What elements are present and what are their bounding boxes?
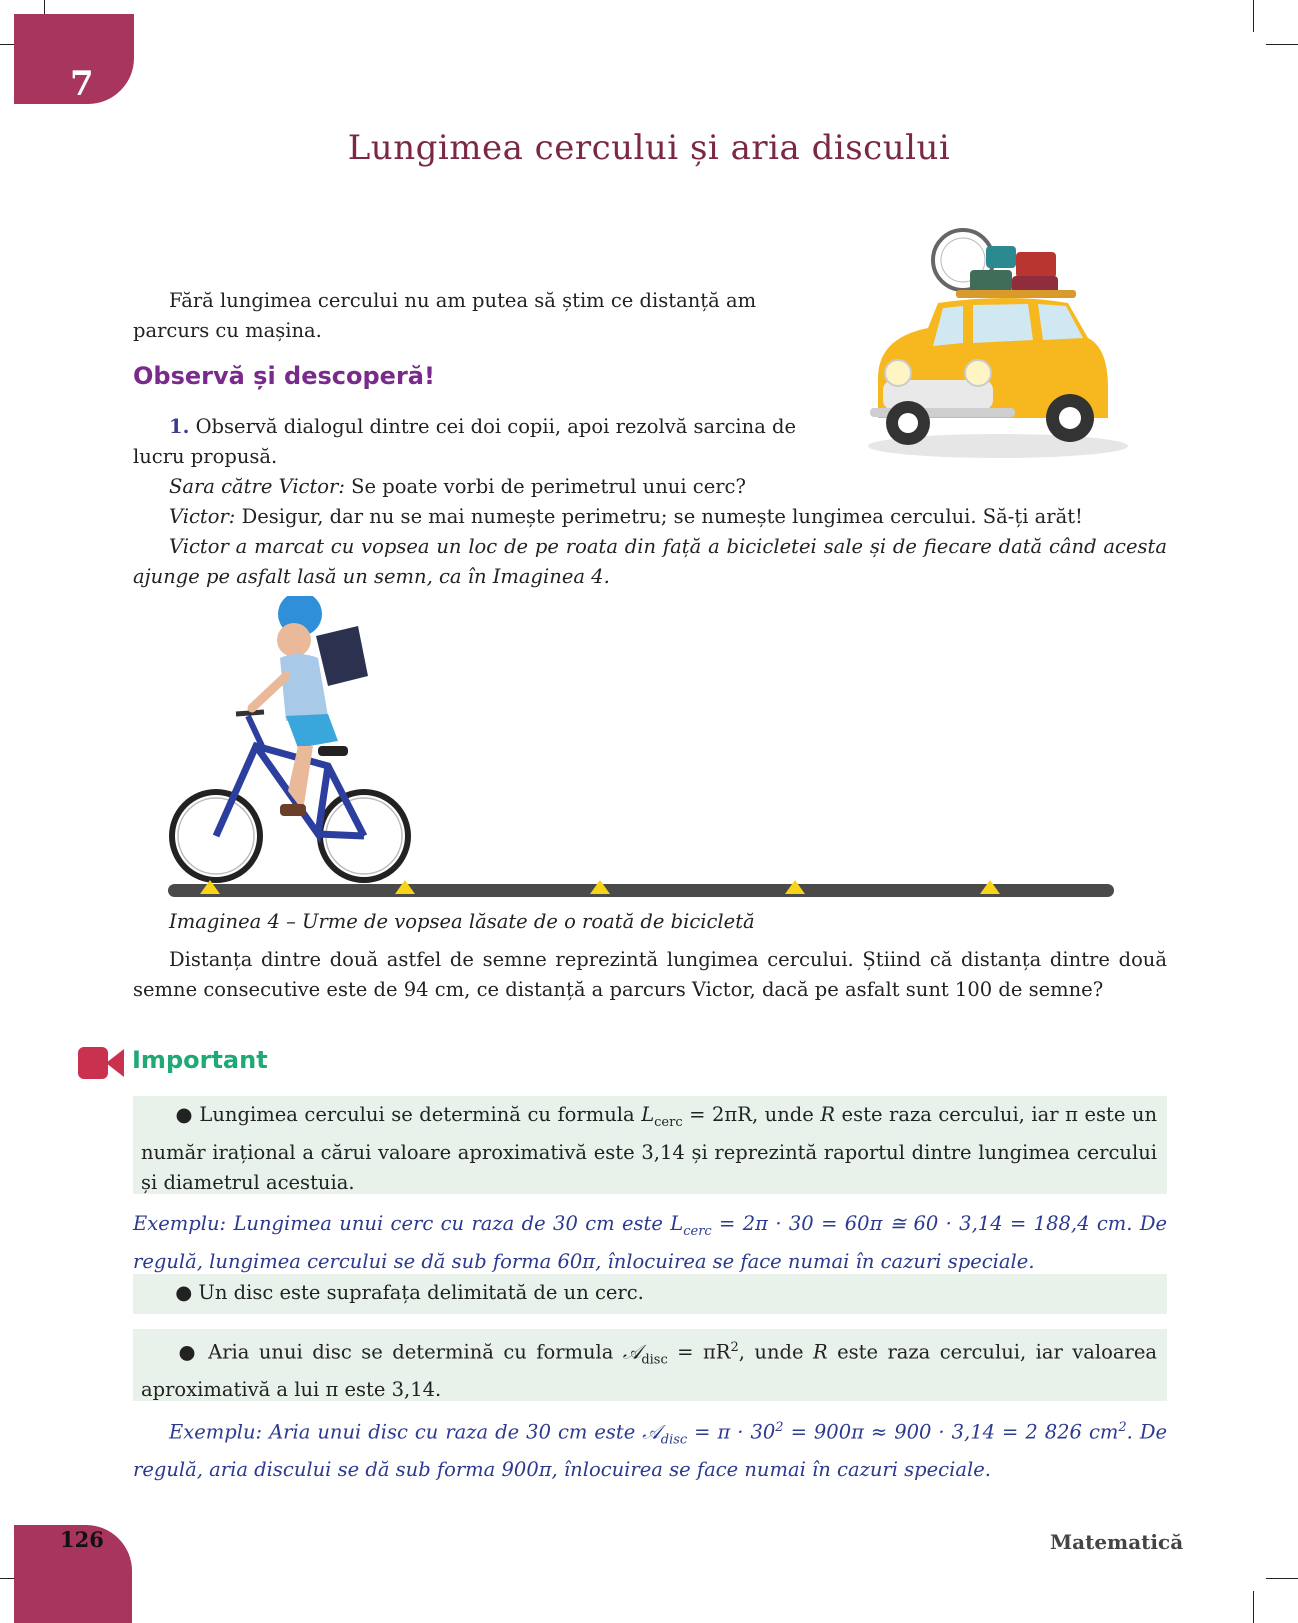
car-illustration — [838, 228, 1138, 468]
speaker-sara: Sara către Victor: — [169, 475, 345, 498]
crop-mark — [1266, 44, 1298, 45]
camera-icon — [78, 1047, 124, 1079]
crop-mark — [1266, 1578, 1298, 1579]
dialog-text-victor: Desigur, dar nu se mai numește perimetru; se numește lungimea cercului. Să-ți arăt! — [241, 505, 1083, 528]
narration-text: Victor a marcat cu vopsea un loc de pe roata din față a bicicletei sale și de fiecare dată când acesta ajunge pe asfalt lasă un semn, ca în Imaginea 4. — [133, 535, 1167, 588]
paint-mark-1 — [200, 880, 220, 894]
disc-definition: Un disc este suprafața delimitată de un cerc. — [198, 1281, 644, 1304]
formula-eq: = 2πR — [682, 1103, 752, 1126]
exercise-statement — [133, 412, 809, 472]
example-length-lead: Exemplu: Lungimea unui cerc cu raza de 30 cm este — [133, 1212, 671, 1235]
formula-R: R — [812, 1340, 828, 1364]
paint-mark-3 — [590, 880, 610, 894]
bullet-dot: ● — [178, 1340, 199, 1364]
cyclist-illustration — [168, 596, 418, 886]
area-formula-lead: Aria unui disc se determină cu formula — [208, 1340, 623, 1364]
example-area-lead: Exemplu: Aria unui disc cu raza de 30 cm este — [169, 1420, 643, 1444]
area-formula-mid: , unde — [738, 1340, 813, 1364]
page-title: Lungimea cercului și aria discului — [347, 128, 951, 168]
example-length-rest: = 2π · 30 = 60π ≅ 60 · 3,14 = 188,4 cm. De regulă, lungimea cercului se dă sub forma 60π, înlocuirea se face numai în cazuri speciale. — [133, 1212, 1167, 1273]
area-formula-rest: este raza cercului, iar valoarea aproximativă a lui π este 3,14. — [141, 1340, 1158, 1402]
paint-mark-5 — [980, 880, 1000, 894]
question-paragraph — [133, 945, 1167, 1005]
formula-R: R — [820, 1103, 836, 1126]
example-area-eq: = π · 30 — [687, 1420, 776, 1444]
paint-mark-2 — [395, 880, 415, 894]
section-heading: Observă și descoperă! — [133, 362, 435, 390]
bullet-dot: ● — [175, 1103, 193, 1126]
formula-sup: 2 — [730, 1340, 739, 1355]
crop-mark — [1253, 1591, 1254, 1623]
example-sup-1: 2 — [775, 1420, 784, 1435]
area-formula-eq: = πR — [667, 1340, 731, 1364]
length-formula-lead: Lungimea cercului se determină cu formula — [199, 1103, 642, 1126]
example-L: L — [670, 1212, 684, 1235]
example-sub-disc: disc — [660, 1432, 688, 1448]
formula-sub-disc: disc — [641, 1352, 668, 1368]
speaker-victor: Victor: — [169, 505, 236, 528]
formula-sub-cerc: cerc — [654, 1114, 683, 1130]
definition-box-disc — [133, 1274, 1167, 1314]
intro-text: Fără lungimea cercului nu am putea să știm ce distanță am parcurs cu mașina. — [133, 289, 757, 342]
example-area-mid: = 900π ≈ 900 · 3,14 = 2 826 cm — [783, 1420, 1119, 1444]
important-heading: Important — [132, 1046, 268, 1074]
dialog-line-sara — [169, 472, 1167, 502]
exercise-text: Observă dialogul dintre cei doi copii, apoi rezolvă sarcina de lucru propusă. — [133, 415, 797, 468]
subject-footer: Matematică — [1050, 1530, 1184, 1554]
bullet-dot: ● — [175, 1281, 193, 1304]
figure-caption — [169, 907, 1069, 937]
length-formula-mid: , unde — [751, 1103, 821, 1126]
example-sup-2: 2 — [1118, 1420, 1127, 1435]
question-text: Distanța dintre două astfel de semne reprezintă lungimea cercului. Știind că distanța dintre două semne consecutive este de 94 cm, ce distanță a parcurs Victor, dacă pe asfalt sunt 100 de semne? — [133, 948, 1167, 1001]
page-number: 126 — [60, 1527, 104, 1552]
caption-text: Imaginea 4 – Urme de vopsea lăsate de o roată de bicicletă — [169, 910, 755, 933]
narration — [133, 532, 1167, 592]
example-area-rest: . De regulă, aria discului se dă sub forma 900π, înlocuirea se face numai în cazuri speciale. — [133, 1420, 1167, 1482]
paint-mark-4 — [785, 880, 805, 894]
formula-L: L — [641, 1103, 655, 1126]
example-length — [133, 1209, 1167, 1277]
length-formula-rest: este raza cercului, iar π este un număr irațional a cărui valoare aproximativă este 3,14 și reprezintă raportul dintre lungimea cercului și diametrul acestuia. — [141, 1103, 1158, 1194]
dialog-text-sara: Se poate vorbi de perimetrul unui cerc? — [351, 475, 746, 498]
formula-box-length — [133, 1096, 1167, 1194]
chapter-number: 7 — [70, 64, 94, 104]
example-A: 𝒜 — [642, 1420, 661, 1444]
example-sub-cerc: cerc — [683, 1223, 712, 1239]
asphalt-track — [168, 884, 1114, 897]
formula-A: 𝒜 — [622, 1340, 642, 1364]
dialog-line-victor — [169, 502, 1169, 532]
formula-box-area — [133, 1329, 1167, 1401]
intro-paragraph — [133, 286, 809, 346]
example-area — [133, 1413, 1167, 1485]
exercise-number: 1. — [169, 415, 190, 438]
crop-mark — [1253, 0, 1254, 32]
